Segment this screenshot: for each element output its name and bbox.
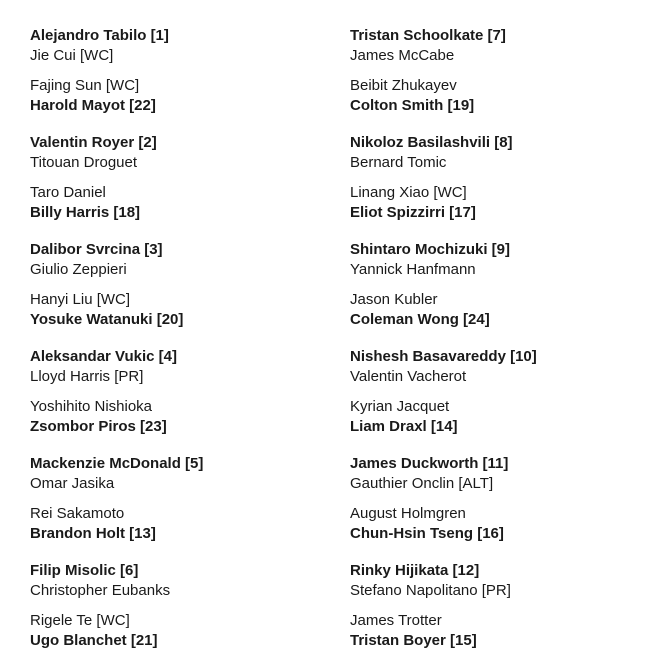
player-name: James McCabe <box>350 47 455 64</box>
seeded-player-name: Billy Harris [18] <box>30 204 141 221</box>
player-name: Hanyi Liu [WC] <box>30 291 131 308</box>
match-pair <box>350 240 650 290</box>
draw-section <box>30 561 330 668</box>
seeded-player-name: Ugo Blanchet [21] <box>30 632 158 649</box>
seeded-player-name: Liam Draxl [14] <box>350 418 458 435</box>
player-name: Giulio Zeppieri <box>30 261 127 278</box>
match-pair <box>350 76 650 126</box>
player-name: Valentin Vacherot <box>350 368 467 385</box>
seeded-player-name: Nikoloz Basilashvili [8] <box>350 134 513 151</box>
draw-section <box>30 454 330 561</box>
player-name: Fajing Sun [WC] <box>30 77 140 94</box>
draw-section <box>30 240 330 347</box>
draw-section <box>350 561 650 668</box>
seeded-player-name: Filip Misolic [6] <box>30 562 139 579</box>
player-name: Gauthier Onclin [ALT] <box>350 475 494 492</box>
player-name: Rei Sakamoto <box>30 505 125 522</box>
seeded-player-name: Harold Mayot [22] <box>30 97 156 114</box>
match-pair <box>350 183 650 233</box>
match-pair <box>30 397 330 447</box>
player-name: Omar Jasika <box>30 475 115 492</box>
seeded-player-name: Coleman Wong [24] <box>350 311 490 328</box>
seeded-player-name: Colton Smith [19] <box>350 97 475 114</box>
match-pair <box>350 454 650 504</box>
match-pair <box>350 290 650 340</box>
seeded-player-name: Mackenzie McDonald [5] <box>30 455 204 472</box>
seeded-player-name: Yosuke Watanuki [20] <box>30 311 184 328</box>
match-pair <box>350 397 650 447</box>
match-pair <box>30 240 330 290</box>
player-name: Christopher Eubanks <box>30 582 171 599</box>
player-name: Jason Kubler <box>350 291 438 308</box>
seeded-player-name: Aleksandar Vukic [4] <box>30 348 178 365</box>
seeded-player-name: Tristan Schoolkate [7] <box>350 27 506 44</box>
draw-column-right <box>350 26 650 668</box>
match-pair <box>30 611 330 661</box>
player-name: Jie Cui [WC] <box>30 47 114 64</box>
seeded-player-name: Chun-Hsin Tseng [16] <box>350 525 504 542</box>
seeded-player-name: Nishesh Basavareddy [10] <box>350 348 537 365</box>
seeded-player-name: Alejandro Tabilo [1] <box>30 27 169 44</box>
match-pair <box>30 133 330 183</box>
player-name: Rigele Te [WC] <box>30 612 130 629</box>
match-pair <box>30 183 330 233</box>
match-pair <box>350 133 650 183</box>
player-name: Stefano Napolitano [PR] <box>350 582 511 599</box>
player-name: Taro Daniel <box>30 184 106 201</box>
player-name: Lloyd Harris [PR] <box>30 368 144 385</box>
seeded-player-name: Brandon Holt [13] <box>30 525 156 542</box>
player-name: Titouan Droguet <box>30 154 138 171</box>
player-name: Kyrian Jacquet <box>350 398 450 415</box>
seeded-player-name: Eliot Spizzirri [17] <box>350 204 476 221</box>
match-pair <box>350 611 650 661</box>
match-pair <box>30 347 330 397</box>
seeded-player-name: Zsombor Piros [23] <box>30 418 167 435</box>
player-name: Yannick Hanfmann <box>350 261 476 278</box>
match-pair <box>30 76 330 126</box>
player-name: Beibit Zhukayev <box>350 77 457 94</box>
draw-section <box>350 240 650 347</box>
player-name: Yoshihito Nishioka <box>30 398 153 415</box>
seeded-player-name: James Duckworth [11] <box>350 455 509 472</box>
match-pair <box>30 561 330 611</box>
draw-section <box>30 133 330 240</box>
player-name: Linang Xiao [WC] <box>350 184 467 201</box>
player-name: James Trotter <box>350 612 442 629</box>
seeded-player-name: Tristan Boyer [15] <box>350 632 477 649</box>
match-pair <box>350 504 650 554</box>
seeded-player-name: Shintaro Mochizuki [9] <box>350 241 511 258</box>
draw-section <box>350 454 650 561</box>
player-name: August Holmgren <box>350 505 466 522</box>
match-pair <box>30 290 330 340</box>
draw-section <box>350 347 650 454</box>
seeded-player-name: Valentin Royer [2] <box>30 134 157 151</box>
match-pair <box>350 347 650 397</box>
draw-section <box>350 133 650 240</box>
match-pair <box>30 26 330 76</box>
match-pair <box>350 561 650 611</box>
draw-section <box>350 26 650 133</box>
match-pair <box>350 26 650 76</box>
player-name: Bernard Tomic <box>350 154 447 171</box>
draw-column-left <box>30 26 330 668</box>
match-pair <box>30 454 330 504</box>
draw-section <box>30 26 330 133</box>
match-pair <box>30 504 330 554</box>
draw-section <box>30 347 330 454</box>
seeded-player-name: Rinky Hijikata [12] <box>350 562 480 579</box>
seeded-player-name: Dalibor Svrcina [3] <box>30 241 163 258</box>
